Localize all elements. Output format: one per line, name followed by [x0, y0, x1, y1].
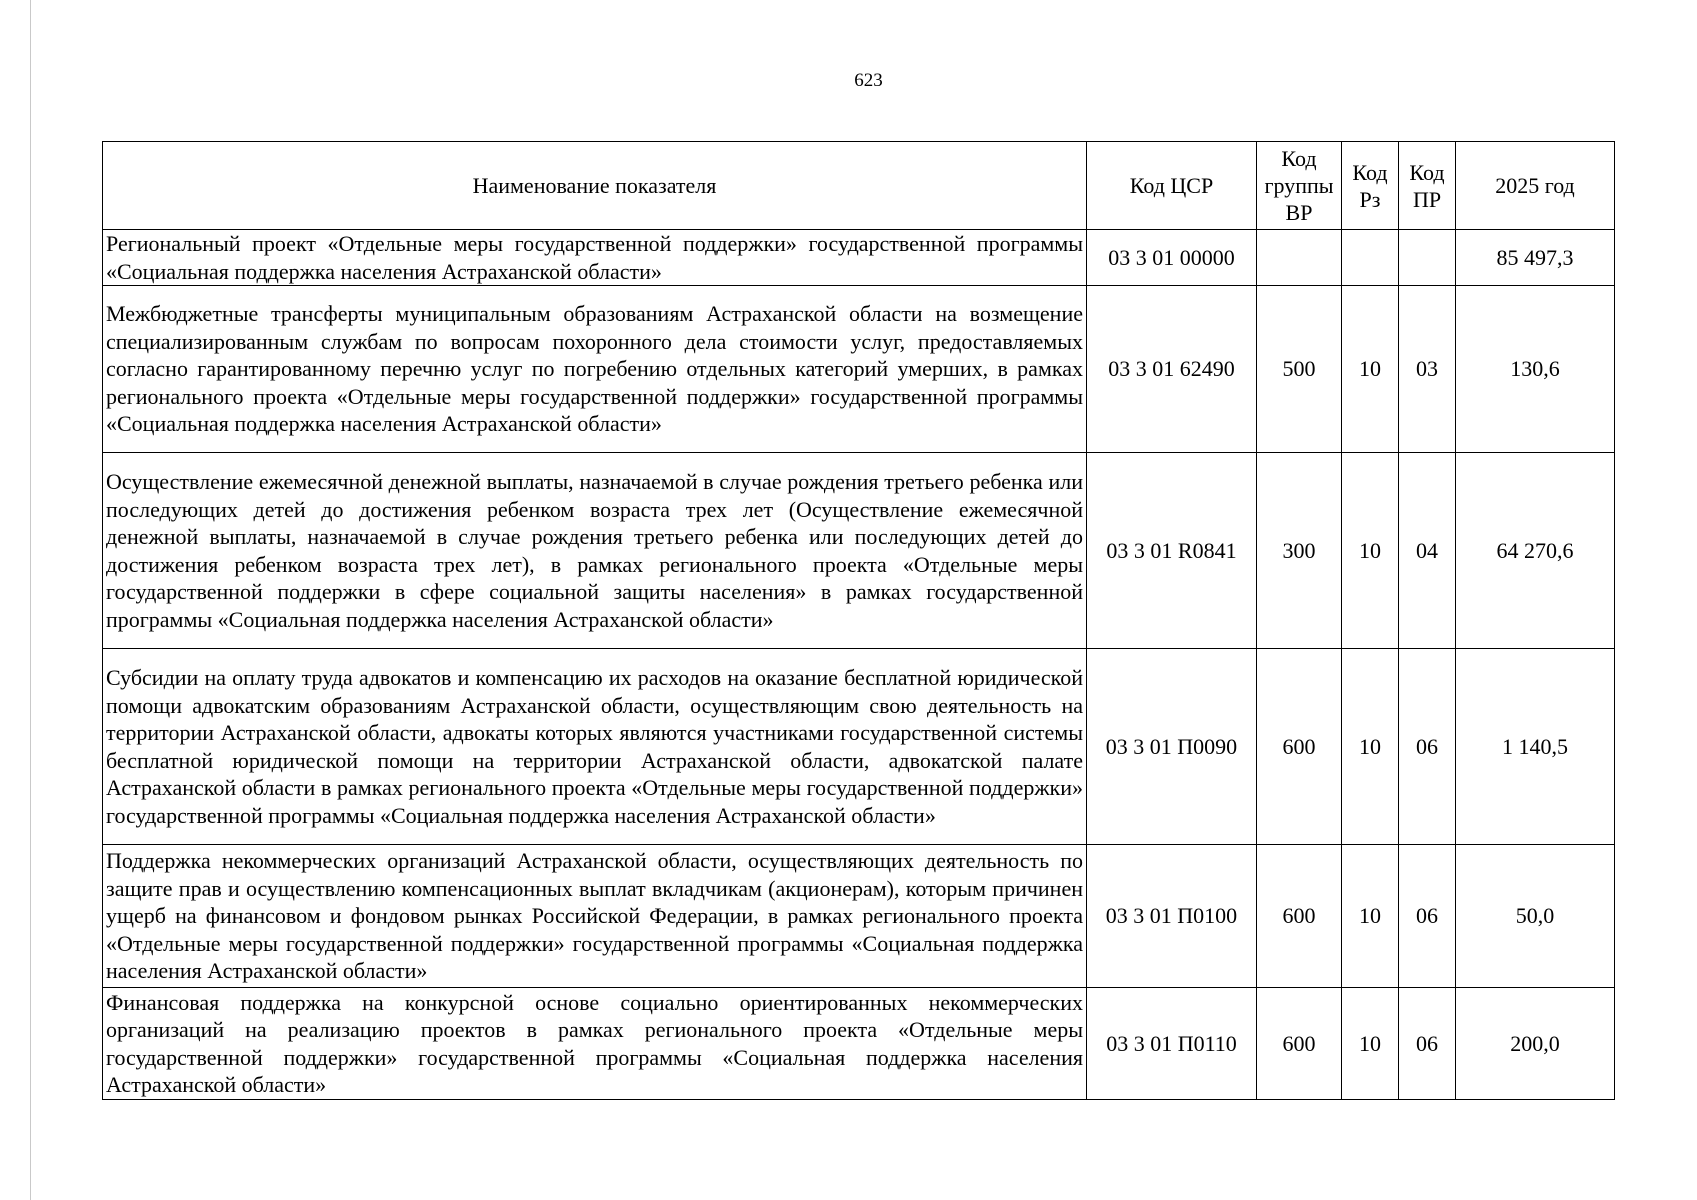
row-amount: 1 140,5 [1456, 649, 1615, 845]
row-rz: 10 [1342, 845, 1399, 988]
row-amount: 85 497,3 [1456, 230, 1615, 286]
row-rz: 10 [1342, 453, 1399, 649]
row-vr: 300 [1257, 453, 1342, 649]
table-row [103, 845, 1615, 988]
row-name: Осуществление ежемесячной денежной выплаты, назначаемой в случае рождения третьего ребенка или последующих детей до достижения ребенком возраста трех лет (Осуществление ежемесячной денежной выплаты, назначаемой в случае рождения третьего ребенка или последующих детей до достижения ребенком возраста трех лет), в рамках регионального проекта «Отдельные меры государственной поддержки в сфере социальной защиты населения» в рамках государственной программы «Социальная поддержка населения Астраханской области» [103, 453, 1087, 649]
row-rz: 10 [1342, 988, 1399, 1100]
row-name: Региональный проект «Отдельные меры государственной поддержки» государственной программы «Социальная поддержка населения Астраханской области» [103, 230, 1087, 286]
row-pr [1399, 230, 1456, 286]
row-amount: 64 270,6 [1456, 453, 1615, 649]
row-pr: 03 [1399, 286, 1456, 453]
budget-table [102, 141, 1615, 1100]
row-name: Межбюджетные трансферты муниципальным образованиям Астраханской области на возмещение специализированным службам по вопросам похоронного дела стоимости услуг, предоставляемых согласно гарантированному перечню услуг по погребению отдельных категорий умерших, в рамках регионального проекта «Отдельные меры государственной поддержки» государственной программы «Социальная поддержка населения Астраханской области» [103, 286, 1087, 453]
header-name: Наименование показателя [103, 142, 1087, 230]
row-csr: 03 3 01 П0090 [1087, 649, 1257, 845]
table-row [103, 649, 1615, 845]
scan-margin-line [30, 0, 31, 1200]
row-name: Субсидии на оплату труда адвокатов и компенсацию их расходов на оказание бесплатной юридической помощи адвокатским образованиям Астраханской области, осуществляющим свою деятельность на территории Астраханской области, адвокаты которых являются участниками государственной системы бесплатной юридической помощи на территории Астраханской области, адвокатской палате Астраханской области в рамках регионального проекта «Отдельные меры государственной поддержки» государственной программы «Социальная поддержка населения Астраханской области» [103, 649, 1087, 845]
row-amount: 130,6 [1456, 286, 1615, 453]
row-vr: 500 [1257, 286, 1342, 453]
row-pr: 06 [1399, 988, 1456, 1100]
page-number: 623 [854, 70, 883, 91]
row-vr: 600 [1257, 988, 1342, 1100]
row-csr: 03 3 01 62490 [1087, 286, 1257, 453]
table-header-row [103, 142, 1615, 230]
row-csr: 03 3 01 П0100 [1087, 845, 1257, 988]
row-vr: 600 [1257, 649, 1342, 845]
row-rz: 10 [1342, 649, 1399, 845]
row-pr: 06 [1399, 845, 1456, 988]
table-row [103, 988, 1615, 1100]
row-csr: 03 3 01 П0110 [1087, 988, 1257, 1100]
row-amount: 200,0 [1456, 988, 1615, 1100]
row-amount: 50,0 [1456, 845, 1615, 988]
row-csr: 03 3 01 00000 [1087, 230, 1257, 286]
row-vr: 600 [1257, 845, 1342, 988]
header-year: 2025 год [1456, 142, 1615, 230]
row-csr: 03 3 01 R0841 [1087, 453, 1257, 649]
table-row [103, 286, 1615, 453]
row-pr: 06 [1399, 649, 1456, 845]
header-vr: Код группы ВР [1257, 142, 1342, 230]
header-pr: Код ПР [1399, 142, 1456, 230]
row-pr: 04 [1399, 453, 1456, 649]
header-rz: Код Рз [1342, 142, 1399, 230]
table-row [103, 453, 1615, 649]
table-row [103, 230, 1615, 286]
row-name: Финансовая поддержка на конкурсной основе социально ориентированных некоммерческих организаций на реализацию проектов в рамках регионального проекта «Отдельные меры государственной поддержки» государственной программы «Социальная поддержка населения Астраханской области» [103, 988, 1087, 1100]
header-csr: Код ЦСР [1087, 142, 1257, 230]
row-rz [1342, 230, 1399, 286]
row-vr [1257, 230, 1342, 286]
row-rz: 10 [1342, 286, 1399, 453]
row-name: Поддержка некоммерческих организаций Астраханской области, осуществляющих деятельность по защите прав и осуществлению компенсационных выплат вкладчикам (акционерам), которым причинен ущерб на финансовом и фондовом рынках Российской Федерации, в рамках регионального проекта «Отдельные меры государственной поддержки» государственной программы «Социальная поддержка населения Астраханской области» [103, 845, 1087, 988]
